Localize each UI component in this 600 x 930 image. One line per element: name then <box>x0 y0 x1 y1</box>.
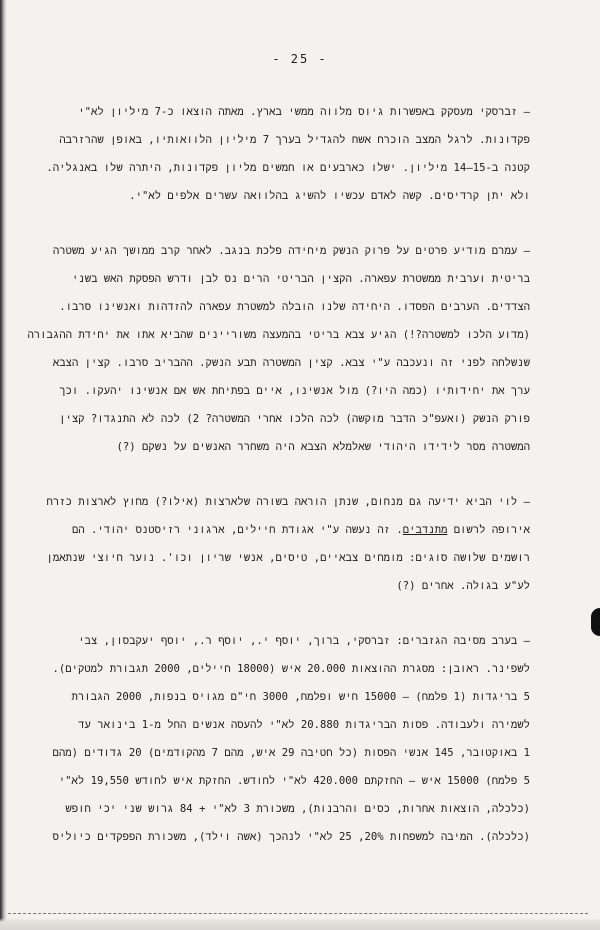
text-line: לשפינר. ראובן: מסגרת ההוצאות 20.000 איש (18000 חיילים, 2000 תגבורת למטקים). <box>52 663 530 675</box>
binder-hole <box>591 608 600 636</box>
text-line: – לוי הביא ידיעה גם מנחום, שנתן הוראה בשורה שלארצות (אילו?) מחוץ לארצות כזרח <box>46 496 530 508</box>
document-body <box>27 98 530 878</box>
text-line: פורק הנשק (ואעפ"כ הדבר מוקשה) לכה הלכו אחרי המשטרה? 2) לכה לא התנגדו? קצין <box>59 413 530 425</box>
text-line: לע"ע בגולה. אחרים (?) <box>396 580 530 592</box>
text-line: ערך את יחידותיו (כמה היו?) מול אנשינו, איים בפתיחת אש אם אנשינו יהעקו. וכך <box>59 385 530 397</box>
text-line: (כלכלה). המיבה למשפחות 20%, 25 לא"י לנהכך (אשה וילד), משכורת הפפקדים כיוליס <box>52 831 530 843</box>
text-line: שנשלחה לפני זה ונעכבה ע"י צבא. קצין המשטרה תבע הנשק. ההבריב סרבו. קצין הצבא <box>52 357 530 369</box>
scan-bottom-edge <box>0 918 600 930</box>
paragraph-zabarsky-deposits <box>46 98 530 210</box>
text-line: – בערב מסיבה הגזברים: זברסקי, ברוך, יוסף י., יוסף ר., יוסף יעקבסון, צבי <box>78 635 530 647</box>
text-line: – זברסקי מעסקק באפשרות גיוס מלווה ממשי בארץ. מאתה הוצאו כ-7 מיליון לא"י <box>78 106 530 118</box>
text-line: 5 פלמח) 15000 איש – החזקתם 420.000 לא"י לחודש. החזקת איש לחודש 19,550 לא"י <box>58 775 530 787</box>
paragraph-treasurers-meeting <box>52 627 530 851</box>
paragraph-amram-disarmament <box>27 237 530 461</box>
text-line-with-underline: אירופה לרשום מתנדבים. זה נעשה ע"י אגודת חיילים, ארגוני רזיסטנס יהודי. הם <box>71 524 530 536</box>
text-line: – עמרם מודיע פרטים על פרוק הנשק מיחידה פלכת בנגב. לאחר קרב ממושך הגיע משטרה <box>52 245 530 257</box>
underlined-word: מתנדבים <box>402 524 448 536</box>
text-line: הצדדים. הערבים הפסדו. היחידה שלנו הובלה למשטרת עפארה להזדהות ואנשינו סרבו. <box>59 301 530 313</box>
page-number: - 25 - <box>272 52 328 66</box>
bottom-dashed-rule <box>8 913 588 914</box>
text-line: רושמים שלושה סוגים: מומחים צבאיים, טיסים, אנשי שריון וכו'. נוער חיוצי שנתאמן <box>46 552 530 564</box>
text-line: 5 בריגדות (1 פלמח) – 15000 חיש ופלמח, 3000 חי"ם מגויס בנפות, 2000 הגבורת <box>71 691 530 703</box>
text-line: (כלכלה, הוצאות אחרות, כסים והרבנות), משכורת 3 לא"י + 84 גרוש שני יכי חופש <box>65 803 530 815</box>
text-line: פקדונות. לרגל המצב הוכרח אשח להגדיל בערך 7 מיליון הלוואותיו, באופן שהרזרבה <box>59 134 530 146</box>
text-line: קטנה ב-15–14 מיליון. ישלו כארבעים או חמשים מליון פקדונות, היתרה שלו באנגליה. <box>46 162 530 174</box>
text-line: (מדוע הלכו למשטרה?!) הגיע צבא בריטי בהמעצה משוריינים שהביא אתו את יחידת ההגבורה <box>27 329 530 341</box>
text-line: בריטית וערבית ממשטרת עפארה. הקצין הבריטי הרים נס לבן ודרש הפסקת האש בשני <box>72 273 530 285</box>
text-line: 1 באוקטובר, 145 אנשי הפסות (כל חטיבה 29 איש, מהם 7 מהקודמים) 20 גדודים (מהם <box>52 747 530 759</box>
paragraph-levi-volunteers <box>46 488 530 600</box>
text-line: המשטרה מסר לידידו היהודי שאלמלא הצבא היה משחרר האנשים על נשקם (?) <box>116 441 530 453</box>
scan-left-edge-shadow <box>0 0 7 930</box>
text-line: ולא יתן קרדיסים. קשה לאדם עכשיו להשיג בהלוואה עשרים אלפים לא"י. <box>129 190 530 202</box>
text-line: לשמירה ולעבודה. פסות הבריגדות 20.880 לא"י להעסה אנשים החל מ-1 בינואר עד <box>78 719 530 731</box>
